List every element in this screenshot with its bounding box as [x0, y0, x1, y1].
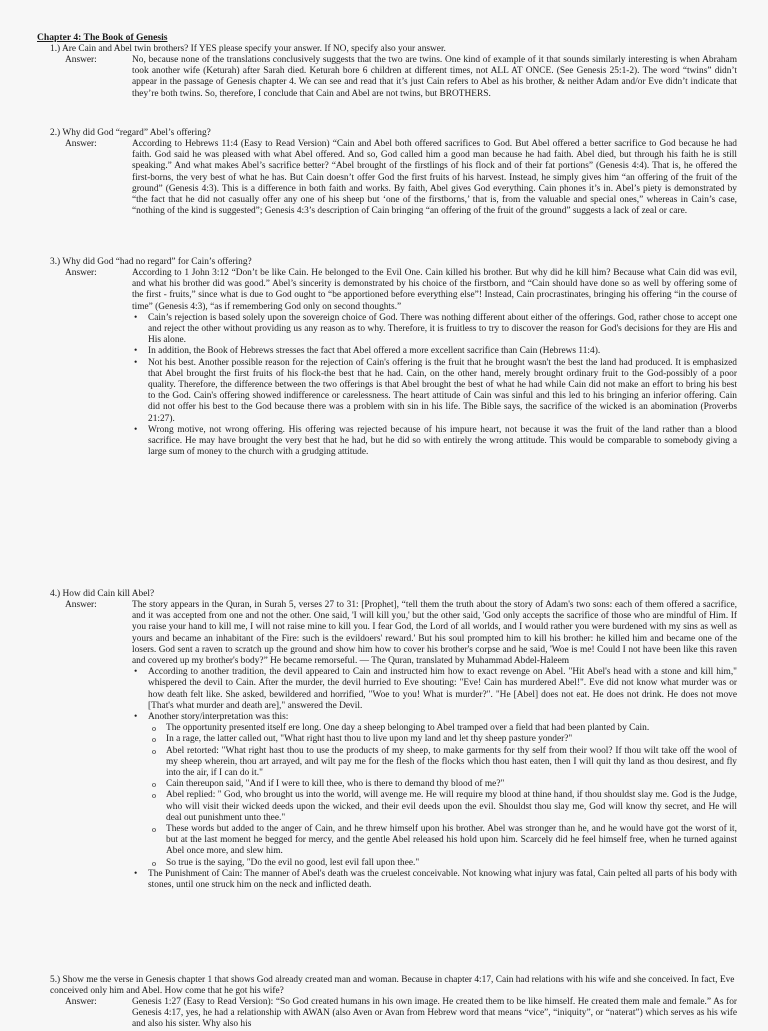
question-number: 3.) — [50, 257, 61, 267]
bullet-item: • Not his best. Another possible reason for the rejection of Cain's offering is the fruit that he brought wasn't the best the land had produced. It is emphasized that Abel brought the first fruits of his flock-the best that he had. Cain, on the other hand, merely brought ordinary fruit to the God-possibly of a poor quality. Therefore, the difference between the two offerings is that Abel brought the best of what he had while Cain did not make an effort to bring his best to the God. Cain's offering showed indifference or carelessness. The heart attitude of Cain was sinful and this led to his bringing an inferior offering. Cain did not offer his best to the God because there was a problem with sin in his life. The Bible says, the sacrifice of the wicked is an abomination (Proverbs 21:27). — [132, 358, 737, 425]
question-4 — [50, 589, 750, 600]
answer-3 — [65, 268, 737, 458]
sub-bullet-item: o These words but added to the anger of Cain, and he threw himself upon his brother. Abel was stronger than he, and he would have got the worst of it, but at the last moment he begged for mercy, and the gentle Abel released his hold upon him. Scarcely did he feel himself free, when he turned against Abel once more, and slew him. — [132, 824, 737, 858]
question-3 — [50, 257, 750, 268]
sub-bullet-item: o The opportunity presented itself ere long. One day a sheep belonging to Abel tramped over a field that had been planted by Cain. — [132, 723, 737, 734]
question-text: How did Cain kill Abel? — [62, 589, 155, 599]
question-text: Why did God “regard” Abel’s offering? — [62, 128, 211, 138]
sub-bullet-item: o Cain thereupon said, "And if I were to kill thee, who is there to demand thy blood of me?" — [132, 779, 737, 790]
answer-label: Answer: — [65, 997, 97, 1007]
answer-text: No, because none of the translations conclusively suggests that the two are twins. One kind of example of it that sounds similarly interesting is when Abraham took another wife (Keturah) after Sarah died. Keturah bore 6 children at different times, not ALL AT ONCE. (See Genesis 25:1-2). The word “twins” didn’t appear in the passage of Genesis chapter 4. We can see and read that it’s just Cain refers to Abel as his brother, & neither Adam and/or Eve didn’t indicate that they’re both twins. So, therefore, I conclude that Cain and Abel are not twins, but BROTHERS. — [132, 55, 737, 99]
bullet-list — [132, 313, 737, 459]
question-1 — [50, 44, 750, 55]
bullet-item: • In addition, the Book of Hebrews stresses the fact that Abel offered a more excellent sacrifice than Cain (Hebrews 11:4). — [132, 346, 737, 357]
answer-label: Answer: — [65, 139, 97, 149]
sub-bullet-item: o Abel replied: " God, who brought us into the world, will avenge me. He will require my blood at thine hand, if thou shouldst slay me. God is the Judge, who will visit their wicked deeds upon the wicked, and their evil deeds upon the evil. Shouldst thou slay me, God will know thy secret, and He will deal out punishment unto thee." — [132, 790, 737, 824]
sub-bullet-list — [132, 723, 737, 869]
answer-text — [132, 268, 737, 458]
bullet-item: • Wrong motive, not wrong offering. His offering was rejected because of his impure heart, not because it was the fruit of the land rather than a blood sacrifice. He may have brought the very best that he had, but he did so with entirely the wrong attitude. This would be comparable to somebody giving a large sum of money to the church with a grudging attitude. — [132, 425, 737, 459]
answer-label: Answer: — [65, 55, 97, 65]
answer-text: Genesis 1:27 (Easy to Read Version): “So God created humans in his own image. He created them to be like himself. He created them male and female.” As for Genesis 4:17, yes, he had a relationship with AWAN (also Aven or Avan from Hebrew word that means “vice”, “iniquity”, or “naterat”) which serves as his wife and also his sister. Why also his — [132, 997, 737, 1030]
sub-bullet-item: o Abel retorted: "What right hast thou to use the products of my sheep, to make garments for thy self from their wool? If thou wilt take off the wool of my sheep wherein, thou art arrayed, and wilt pay me for the flesh of the flocks which thou hast eaten, then I will quit thy land as thou desirest, and fly into the air, if I can do it." — [132, 746, 737, 780]
question-number: 1.) — [50, 44, 61, 54]
answer-2 — [65, 139, 737, 217]
bullet-list — [132, 869, 737, 891]
answer-5 — [65, 997, 737, 1030]
question-5 — [50, 975, 750, 997]
bullet-item: • The Punishment of Cain: The manner of Abel's death was the cruelest conceivable. Not knowing what injury was fatal, Cain pelted all parts of his body with stones, until one struck him on the neck and inflicted death. — [132, 869, 737, 891]
bullet-text: • Another story/interpretation was this: — [148, 712, 289, 723]
answer-4 — [65, 600, 737, 891]
question-number: 5.) — [50, 975, 61, 985]
answer-1 — [65, 55, 737, 100]
bullet-item: • Cain’s rejection is based solely upon the sovereign choice of God. There was nothing different about either of the offerings. God, rather chose to accept one and reject the other without providing us any reason as to why. Therefore, it is fruitless to try to discover the reason for God's decisions for they are His and His alone. — [132, 313, 737, 347]
answer-text — [132, 600, 737, 891]
bullet-item: • According to another tradition, the devil appeared to Cain and instructed him how to exact revenge on Abel. "Hit Abel's head with a stone and kill him," whispered the devil to Cain. After the murder, the devil hurried to Eve shouting: "Eve! Cain has murdered Abel!". Eve did not know what murder was or how death felt like. She asked, bewildered and horrified, "Woe to you! What is murder?". "He [Abel] does not eat. He does not drink. He does not move [That's what murder and death are]," answered the Devil. — [132, 667, 737, 712]
sub-bullet-item: o So true is the saying, "Do the evil no good, lest evil fall upon thee." — [132, 858, 737, 869]
answer-paragraph: The story appears in the Quran, in Surah 5, verses 27 to 31: [Prophet], “tell them the truth about the story of Adam's two sons: each of them offered a sacrifice, and it was accepted from one and not the other. One said, 'I will kill you,' but the other said, 'God only accepts the sacrifice of those who are mindful of Him. If you raise your hand to kill me, I will not raise mine to kill you. I fear God, the Lord of all worlds, and I would rather you were burdened with my sins as well as yours and became an inhabitant of the Fire: such is the evildoers' reward.' But his soul prompted him to kill his brother: he killed him and became one of the losers. God sent a raven to scratch up the ground and show him how to cover his brother's corpse and he said, 'Woe is me! Could I not have been like this raven and covered up my brother's body?” He became remorseful. — The Quran, translated by Muhammad Abdel-Haleem — [132, 600, 737, 667]
answer-label: Answer: — [65, 600, 97, 610]
bullet-list — [132, 667, 737, 723]
answer-paragraph: According to 1 John 3:12 “Don’t be like Cain. He belonged to the Evil One. Cain killed his brother. But why did he kill him? Because what Cain did was evil, and what his brother did was good.” Abel’s sincerity is demonstrated by his choice of the firstborn, and “Cain should have done so as well by offering some of the first - fruits,” since what is due to God ought to “be apportioned before everything else”! Instead, Cain procrastinates, bringing his offering “in the course of time” (Genesis 4:3), “as if remembering God only on second thoughts.” — [132, 268, 737, 312]
question-text: Why did God “had no regard” for Cain’s offering? — [62, 257, 252, 267]
answer-label: Answer: — [65, 268, 97, 278]
bullet-item — [132, 712, 737, 723]
question-text: Show me the verse in Genesis chapter 1 that shows God already created man and woman. Because in chapter 4:17, Cain had relations with his wife and she conceived. In fact, Eve conceived only him and Abel. How come that he got his wife? — [50, 975, 735, 997]
question-number: 2.) — [50, 128, 61, 138]
chapter-title: Chapter 4: The Book of Genesis — [37, 32, 168, 43]
sub-bullet-item: o In a rage, the latter called out, "What right hast thou to live upon my land and let thy sheep pasture yonder?" — [132, 734, 737, 745]
answer-text: According to Hebrews 11:4 (Easy to Read Version) “Cain and Abel both offered sacrifices to God. But Abel offered a better sacrifice to God because he had faith. God said he was pleased with what Abel offered. And so, God called him a good man because he had faith. Abel died, but through his faith he is still speaking.” And what makes Abel’s sacrifice better? “Abel brought of the firstlings of his flock and of their fat portions” (Genesis 4:4). That is, he offered the first-borns, the very best of what he has. But Cain doesn’t offer God the first fruits of his harvest. Instead, he simply gives him “an offering of the fruit of the ground” (Genesis 4:3). This is a difference in both faith and works. By faith, Abel gives God everything. Cain phones it’s in. Abel’s piety is demonstrated by “the fact that he did not casually offer any one of his sheep but ‘one of the firstborns,’ that is, from the valuable and special ones,” whereas in Cain’s case, “nothing of the kind is suggested”; Genesis 4:3’s description of Cain bringing “an offering of the fruit of the ground” suggests a lack of zeal or care. — [132, 139, 737, 217]
question-text: Are Cain and Abel twin brothers? If YES please specify your answer. If NO, specify also your answer. — [61, 44, 446, 54]
question-number: 4.) — [50, 589, 61, 599]
question-2 — [50, 128, 750, 139]
